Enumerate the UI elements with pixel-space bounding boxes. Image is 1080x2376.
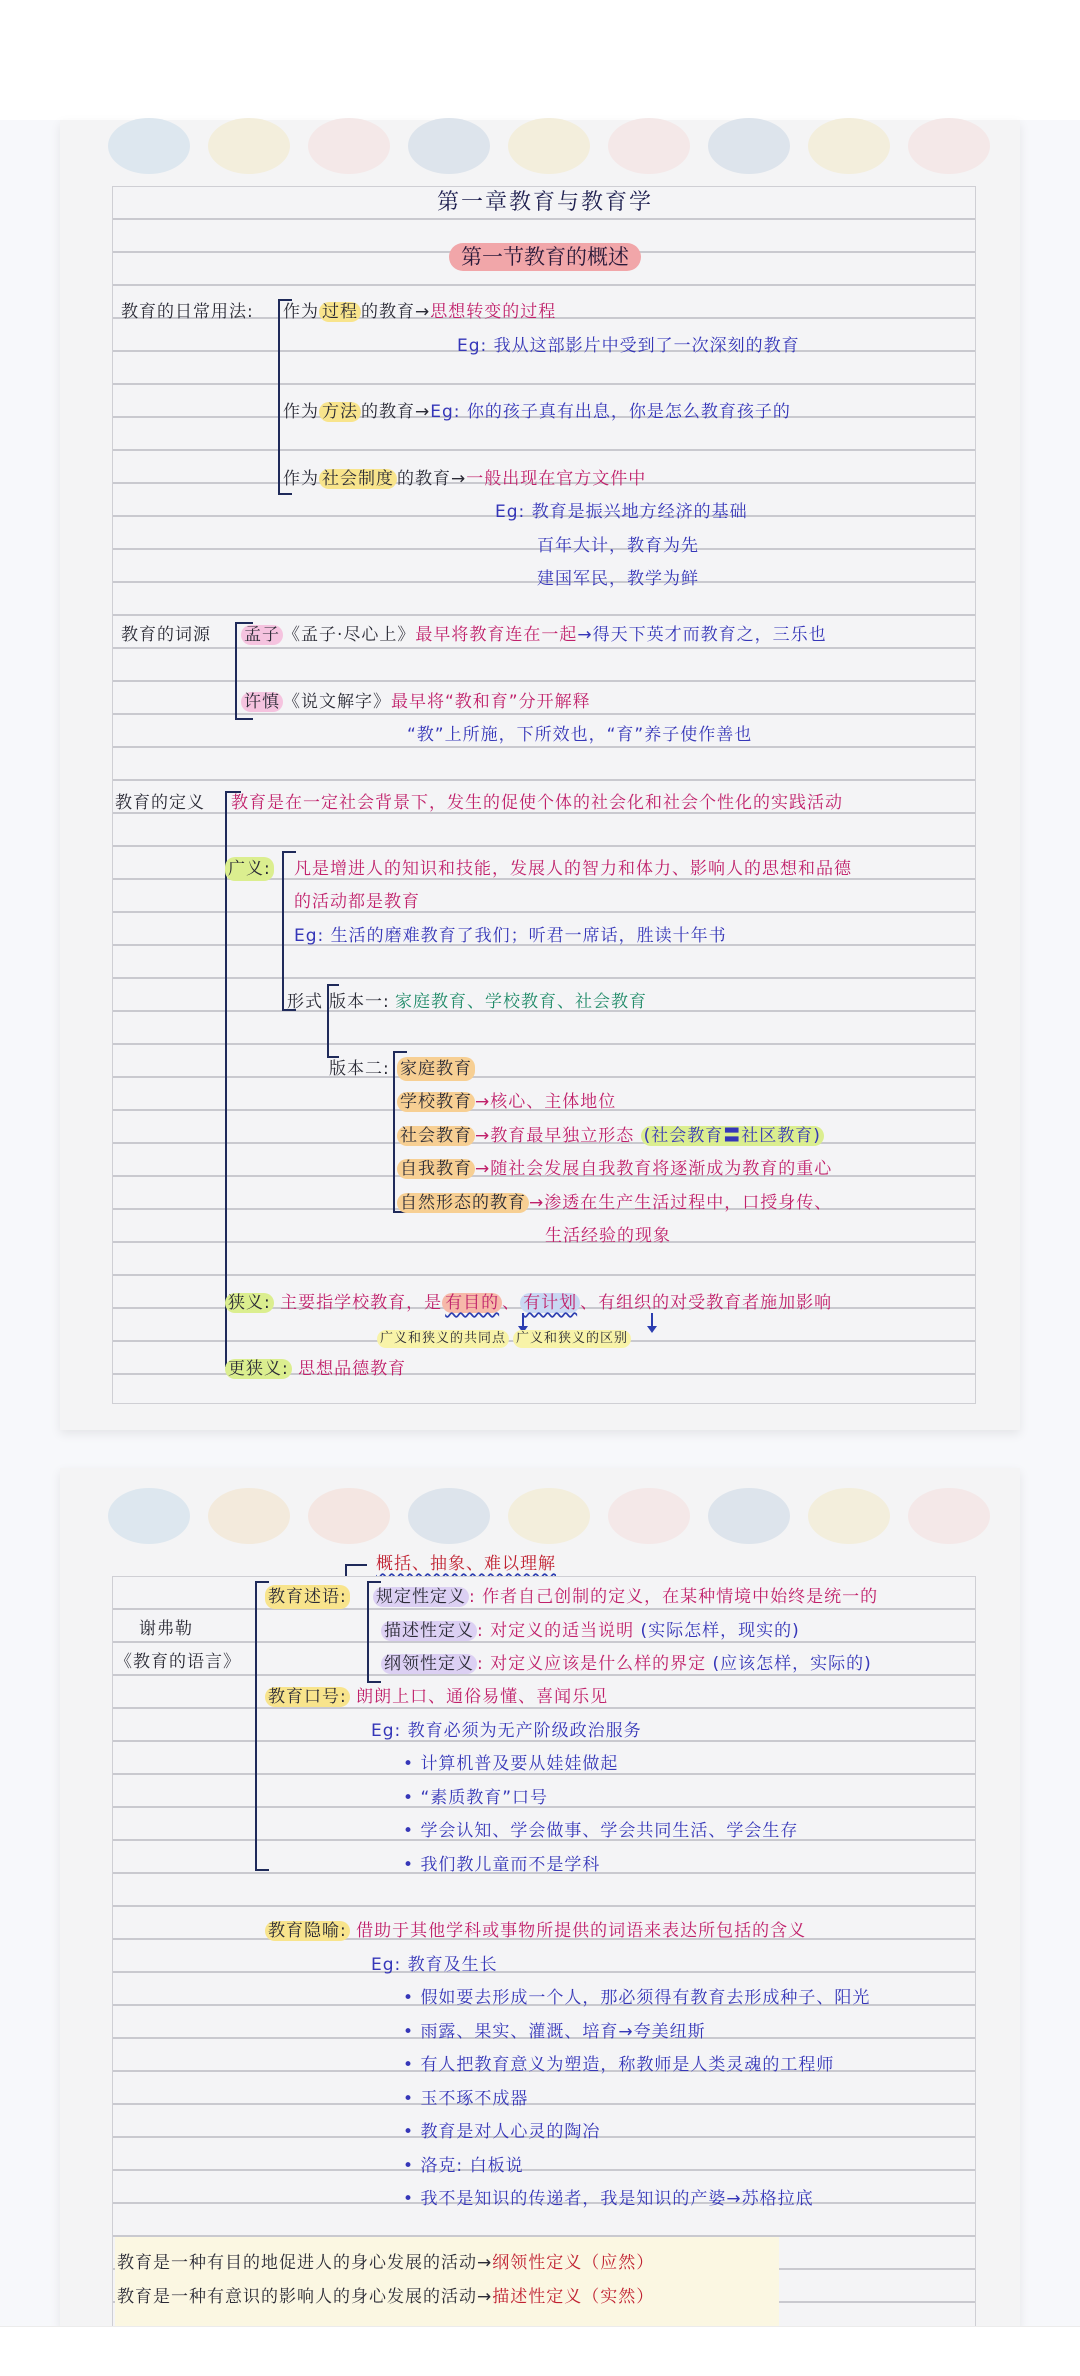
book-label: 《教育的语言》 [115,1652,241,1672]
summary-line: 教育是一种有目的地促进人的身心发展的活动→纲领性定义（应然） [117,2253,655,2273]
chapter-title: 第一章教育与教育学 [436,190,653,215]
dot-icon [808,118,890,174]
annotation-note: 概括、抽象、难以理解 [376,1554,556,1574]
note-page-1 [60,120,1020,1430]
form-item: 自然形态的教育 →渗透在生产生活过程中，口授身传、 [397,1191,832,1215]
arrow-down-icon [651,1313,653,1327]
author-label: 谢弗勒 [139,1619,193,1639]
bottom-blank-area [0,2326,1080,2376]
metaphor-example: Eg: 教育及生长 [371,1955,498,1975]
etymology-item-xushen: 许慎 《说文解字》最早将“教和育”分开解释 [241,690,591,714]
form-item: 学校教育 →核心、主体地位 [397,1090,616,1114]
dot-icon [608,1488,690,1544]
version2-label: 版本二: [329,1059,390,1079]
dot-icon [908,118,990,174]
narrow-definition: 狭义: 主要指学校教育，是 有目的 、 有计划 、有组织的对受教育者施加影响 [225,1291,832,1315]
usage-example: 建国军民，教学为鲜 [537,569,699,589]
form-item: 家庭教育 [397,1057,475,1081]
lined-sheet [112,1576,976,2328]
form-item-cont: 生活经验的现象 [545,1226,671,1246]
broad-text: 凡是增进人的知识和技能，发展人的智力和体力、影响人的思想和品德 [294,859,852,879]
slogan-bullet: • 我们教儿童而不是学科 [403,1855,601,1875]
metaphor-bullet: • 教育是对人心灵的陶冶 [403,2122,601,2142]
forms-label: 形式 [287,992,323,1012]
dot-icon [908,1488,990,1544]
section-title: 第一节教育的概述 [449,243,641,271]
dot-icon [108,1488,190,1544]
slogans-example: Eg: 教育必须为无产阶级政治服务 [371,1721,642,1741]
bracket [278,299,292,495]
metaphor-bullet: • 玉不琢不成器 [403,2089,529,2109]
section-title-wrap [113,241,977,271]
form-item: 自我教育 →随社会发展自我教育将逐渐成为教育的重心 [397,1157,832,1181]
dot-icon [808,1488,890,1544]
slogans-row: 教育口号: 朗朗上口、通俗易懂、喜闻乐见 [265,1685,608,1709]
etymology-label: 教育的词源 [121,625,211,645]
dot-icon [308,118,390,174]
usage-example: Eg: 我从这部影片中受到了一次深刻的教育 [457,336,800,356]
definition-main: 教育是在一定社会背景下，发生的促使个体的社会化和社会个性化的实践活动 [231,793,843,813]
metaphor-bullet: • 假如要去形成一个人，那必须得有教育去形成种子、阳光 [403,1988,871,2008]
narrow-note-diff: 广义和狭义的区别 [513,1330,631,1348]
slogan-bullet: • 学会认知、学会做事、学会共同生活、学会生存 [403,1821,799,1841]
broad-example: Eg: 生活的磨难教育了我们；听君一席话，胜读十年书 [294,926,727,946]
usage-item-process: 作为 过程 的教育→思想转变的过程 [283,302,557,322]
dot-icon [108,118,190,174]
dot-icon [608,118,690,174]
decorative-dots [108,120,988,180]
dot-icon [708,118,790,174]
definition-label: 教育的定义 [115,793,205,813]
narrow-note-common: 广义和狭义的共同点 [377,1330,509,1348]
usage-example: Eg: 教育是振兴地方经济的基础 [495,502,748,522]
statement-item: 描述性定义 : 对定义的适当说明 (实际怎样，现实的) [381,1619,800,1643]
etymology-item-mencius: 孟子 《孟子·尽心上》最早将教育连在一起→得天下英才而教育之，三乐也 [241,623,827,647]
lined-sheet [112,186,976,1404]
metaphor-bullet: • 雨露、果实、灌溉、培育→夸美纽斯 [403,2022,706,2042]
metaphor-row: 教育隐喻: 借助于其他学科或事物所提供的词语来表达所包括的含义 [265,1919,806,1943]
statements-label: 教育述语: [265,1585,350,1609]
broad-label: 广义: [225,857,274,881]
broad-text: 的活动都是教育 [294,892,420,912]
dot-icon [208,1488,290,1544]
usage-item-system: 作为 社会制度 的教育→一般出现在官方文件中 [283,469,647,489]
version1-label: 版本一: [329,992,390,1012]
summary-line: 教育是一种有意识的影响人的身心发展的活动→描述性定义（实然） [117,2287,655,2307]
metaphor-bullet: • 洛克: 白板说 [403,2156,524,2176]
statement-item: 纲领性定义 : 对定义应该是什么样的界定 (应该怎样，实际的) [381,1652,872,1676]
slogan-bullet: • “素质教育”口号 [403,1788,549,1808]
dot-icon [408,118,490,174]
top-blank-area [0,0,1080,120]
etymology-quote: “教”上所施，下所效也，“育”养子使作善也 [407,725,753,745]
dot-icon [208,118,290,174]
dot-icon [408,1488,490,1544]
dot-icon [508,118,590,174]
bracket [255,1581,269,1871]
metaphor-bullet: • 有人把教育意义为塑造，称教师是人类灵魂的工程师 [403,2055,835,2075]
arrow-down-icon [522,1313,524,1327]
form-item: 社会教育 →教育最早独立形态 (社会教育〓社区教育) [397,1124,824,1148]
daily-usage-label: 教育的日常用法: [121,302,254,322]
narrower-definition: 更狭义: 思想品德教育 [225,1357,406,1381]
version1-text: 家庭教育、学校教育、社会教育 [395,992,647,1012]
decorative-dots [108,1488,988,1548]
slogan-bullet: • 计算机普及要从娃娃做起 [403,1754,619,1774]
dot-icon [508,1488,590,1544]
usage-item-method: 作为 方法 的教育→Eg: 你的孩子真有出息，你是怎么教育孩子的 [283,402,791,422]
dot-icon [308,1488,390,1544]
statement-item: 规定性定义 : 作者自己创制的定义，在某种情境中始终是统一的 [373,1585,878,1609]
usage-example: 百年大计，教育为先 [537,536,699,556]
note-page-2 [60,1468,1020,2328]
metaphor-bullet: • 我不是知识的传递者，我是知识的产婆→苏格拉底 [403,2189,814,2209]
dot-icon [708,1488,790,1544]
